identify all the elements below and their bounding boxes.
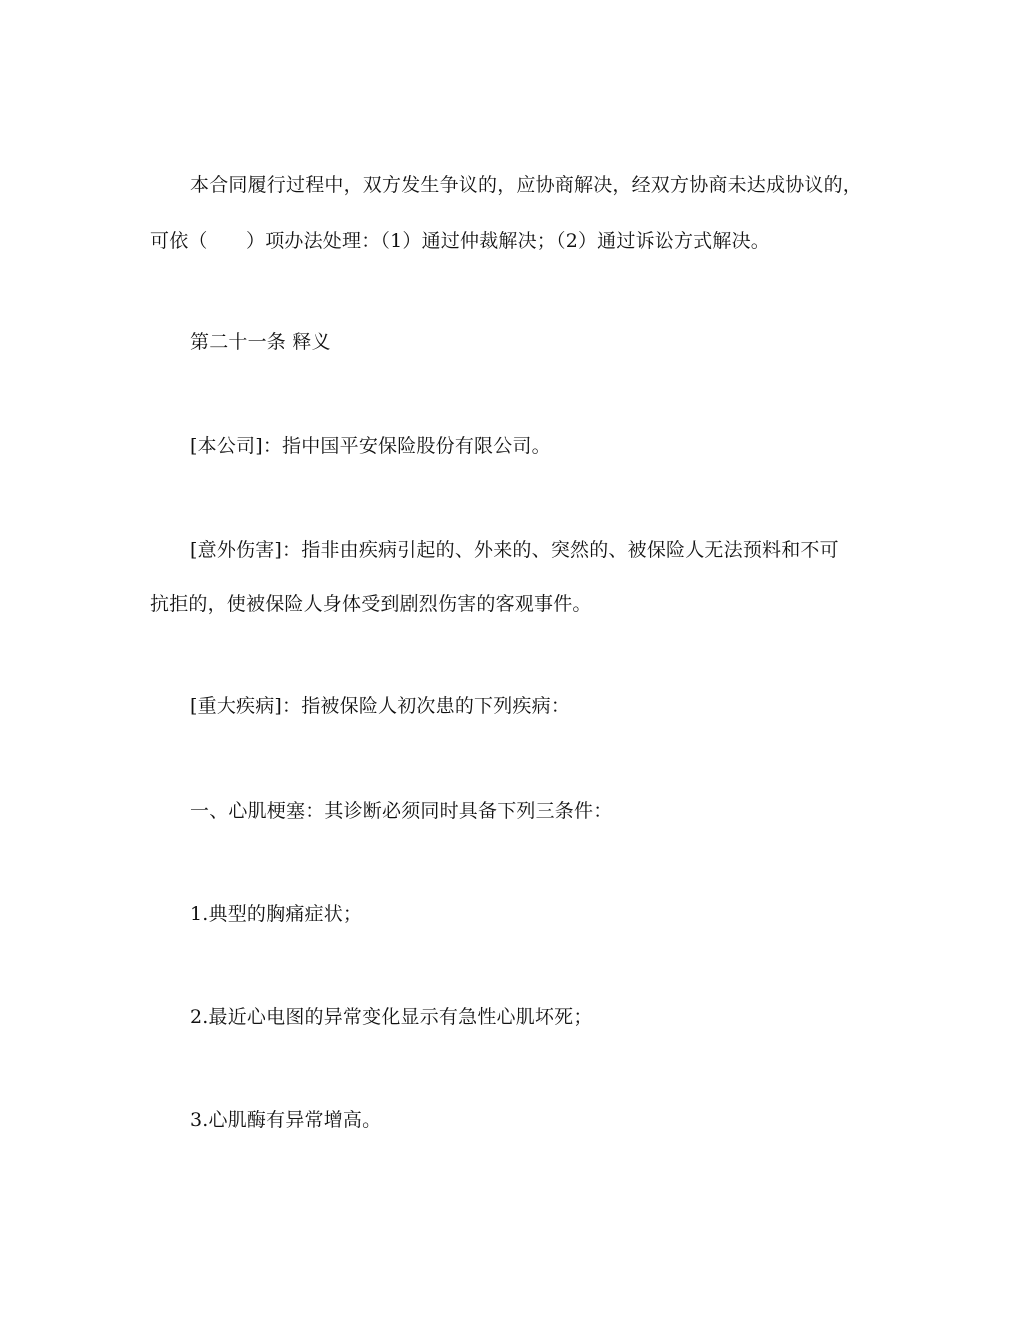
condition-item-3: 3.心肌酶有异常增高。 [190, 1109, 382, 1131]
article-heading: 第二十一条 释义 [190, 331, 331, 353]
condition-item-1: 1.典型的胸痛症状； [190, 903, 363, 925]
dispute-paragraph-line-2: 可依（ ）项办法处理：（1）通过仲裁解决；（2）通过诉讼方式解决。 [150, 230, 770, 252]
condition-item-2: 2.最近心电图的异常变化显示有急性心肌坏死； [190, 1006, 593, 1028]
definition-accident-line-1: [意外伤害]：指非由疾病引起的、外来的、突然的、被保险人无法预料和不可 [190, 539, 839, 561]
illness-myocardial-infarction: 一、心肌梗塞：其诊断必须同时具备下列三条件： [190, 800, 613, 822]
dispute-paragraph-line-1: 本合同履行过程中，双方发生争议的，应协商解决，经双方协商未达成协议的， [190, 174, 863, 196]
definition-accident-line-2: 抗拒的，使被保险人身体受到剧烈伤害的客观事件。 [150, 593, 592, 615]
definition-critical-illness: [重大疾病]：指被保险人初次患的下列疾病： [190, 695, 571, 717]
definition-company: [本公司]：指中国平安保险股份有限公司。 [190, 435, 551, 457]
